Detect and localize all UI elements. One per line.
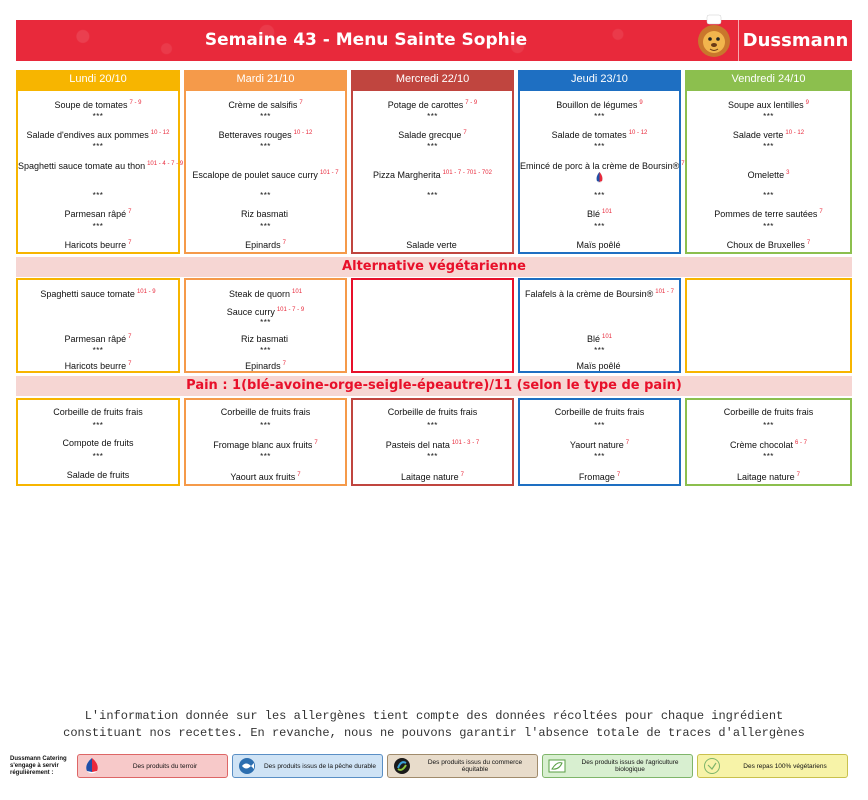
veg-menu-thursday [518, 278, 681, 373]
separator: *** [260, 318, 271, 327]
separator: *** [260, 452, 271, 461]
separator: *** [427, 142, 438, 151]
main-menu-monday [16, 89, 184, 254]
separator: *** [594, 191, 605, 200]
veg-menu-monday [16, 278, 180, 373]
fairtrade-icon [393, 757, 411, 775]
menu-item: Haricots beurre $^7$ [64, 240, 132, 250]
french-flag-icon [596, 172, 603, 184]
separator: *** [594, 222, 605, 231]
menu-item: Bouillon de légumes $^9$ [556, 100, 643, 110]
menu-item: Salade verte [406, 240, 457, 250]
separator: *** [427, 421, 438, 430]
menu-item: Pasteis del nata $^{101 - 3 - 7}$ [385, 440, 480, 450]
menu-item: Omelette $^3$ [747, 170, 790, 180]
french-flag-icon [83, 757, 101, 775]
commitment-label: Dussmann Catering s'engage à servir régulièrement : [10, 756, 67, 776]
menu-item: Soupe aux lentilles $^9$ [728, 100, 809, 110]
menu-item: Spaghetti sauce tomate au thon $^{101 - 4 - 7 - 9}$ [18, 161, 184, 171]
menu-item: Epinards $^7$ [245, 240, 286, 250]
separator: *** [594, 421, 605, 430]
menu-item: Fromage $^7$ [578, 472, 621, 482]
separator: *** [763, 191, 774, 200]
dessert-menu-friday [685, 398, 852, 486]
menu-item: Riz basmati [240, 334, 288, 344]
veg-menu-wednesday [351, 278, 514, 373]
menu-item: Salade grecque $^7$ [398, 130, 467, 140]
separator: *** [427, 112, 438, 121]
main-menu-wednesday [351, 89, 514, 254]
badge-peche-durable [232, 754, 383, 778]
menu-item: Emincé de porc à la crème de Boursin® $^7$ [520, 159, 679, 184]
brand-logo: Dussmann [738, 20, 852, 61]
menu-item: Salade de fruits [66, 470, 130, 480]
badge-terroir [77, 754, 228, 778]
menu-item: Salade verte $^{10 - 12}$ [732, 130, 805, 140]
dessert-menu-thursday [518, 398, 681, 486]
dessert-menu-wednesday [351, 398, 514, 486]
separator: *** [260, 346, 271, 355]
menu-item: Corbeille de fruits frais [387, 407, 478, 417]
page-title: Semaine 43 - Menu Sainte Sophie [204, 30, 528, 50]
separator: *** [92, 346, 104, 355]
badge-commerce-equitable [387, 754, 538, 778]
separator: *** [763, 421, 774, 430]
lion-mascot-icon [696, 14, 732, 60]
menu-item: Soupe de tomates $^{7 - 9}$ [54, 100, 142, 110]
main-menu-tuesday [184, 89, 347, 254]
menu-item: Blé $^{101}$ [586, 209, 613, 219]
menu-item: Compote de fruits [62, 438, 134, 448]
separator: *** [594, 346, 605, 355]
separator: *** [594, 452, 605, 461]
bread-allergen-title: Pain : 1(blé-avoine-orge-seigle-épeautre)/11 (selon le type de pain) [16, 376, 852, 396]
menu-item: Maïs poêlé [576, 240, 621, 250]
menu-item: Crème chocolat $^{6 - 7}$ [729, 440, 808, 450]
menu-item: Parmesan râpé $^7$ [64, 334, 132, 344]
separator: *** [763, 452, 774, 461]
menu-item: Escalope de poulet sauce curry $^{101 - 7}$ [192, 170, 339, 180]
menu-item: Haricots beurre $^7$ [64, 361, 132, 371]
bio-leaf-icon [548, 757, 566, 775]
day-header-wednesday: Mercredi 22/10 [351, 70, 514, 89]
menu-item: Epinards $^7$ [245, 361, 286, 371]
separator: *** [594, 112, 605, 121]
separator: *** [427, 191, 438, 200]
badge-label: Des produits issus de l'agriculture biologique [581, 759, 679, 773]
menu-item: Crème de salsifis $^7$ [228, 100, 303, 110]
menu-item: Choux de Bruxelles $^7$ [726, 240, 811, 250]
menu-header [16, 20, 852, 61]
separator: *** [92, 142, 104, 151]
separator: *** [92, 452, 104, 461]
menu-item: Salade d'endives aux pommes $^{10 - 12}$ [26, 130, 170, 140]
veggie-icon [703, 757, 721, 775]
menu-item: Potage de carottes $^{7 - 9}$ [387, 100, 478, 110]
badge-label: Des produits issus de la pêche durable [263, 762, 376, 770]
disclaimer-line: L'information donnée sur les allergènes tient compte des données récoltées pour chaque ingrédient [84, 709, 784, 723]
badge-label: Des produits du terroir [132, 762, 198, 770]
menu-item: Blé $^{101}$ [586, 334, 613, 344]
badge-label: Des repas 100% végétariens [743, 762, 827, 770]
day-header-tuesday: Mardi 21/10 [184, 70, 347, 89]
menu-item: Steak de quorn $^{101}$ [228, 289, 303, 299]
menu-item: Spaghetti sauce tomate $^{101 - 9}$ [40, 289, 156, 299]
menu-item: Corbeille de fruits frais [723, 407, 814, 417]
menu-item: Falafels à la crème de Boursin® $^{101 - 7}$ [525, 289, 674, 299]
menu-item: Corbeille de fruits frais [554, 407, 645, 417]
badge-label: Des produits issus du commerce équitable [427, 759, 523, 773]
separator: *** [260, 222, 271, 231]
day-header-friday: Vendredi 24/10 [685, 70, 852, 89]
day-header-monday: Lundi 20/10 [16, 70, 180, 89]
allergen-disclaimer [16, 708, 852, 742]
separator: *** [594, 142, 605, 151]
separator: *** [92, 222, 104, 231]
veg-menu-friday [685, 278, 852, 373]
separator: *** [260, 191, 271, 200]
separator: *** [260, 112, 271, 121]
menu-item: Laitage nature $^7$ [401, 472, 464, 482]
separator: *** [763, 142, 774, 151]
badge-vegetarien [697, 754, 848, 778]
separator: *** [260, 142, 271, 151]
menu-item: Corbeille de fruits frais [53, 407, 143, 417]
fish-icon [238, 757, 256, 775]
menu-item: Fromage blanc aux fruits $^7$ [213, 440, 318, 450]
menu-item: Betteraves rouges $^{10 - 12}$ [218, 130, 313, 140]
menu-item: Salade de tomates $^{10 - 12}$ [551, 130, 648, 140]
menu-item: Maïs poêlé [576, 361, 621, 371]
menu-item: Riz basmati [240, 209, 288, 219]
separator: *** [763, 112, 774, 121]
veg-menu-tuesday [184, 278, 347, 373]
menu-item: Yaourt aux fruits $^7$ [230, 472, 301, 482]
separator: *** [260, 421, 271, 430]
menu-item: Yaourt nature $^7$ [569, 440, 630, 450]
main-menu-friday [685, 89, 852, 254]
badge-agriculture-bio [542, 754, 693, 778]
separator: *** [92, 112, 104, 121]
menu-item: Corbeille de fruits frais [220, 407, 311, 417]
dessert-menu-monday [16, 398, 180, 486]
day-header-thursday: Jeudi 23/10 [518, 70, 681, 89]
menu-item: Parmesan râpé $^7$ [64, 209, 132, 219]
separator: *** [92, 421, 104, 430]
dessert-menu-tuesday [184, 398, 347, 486]
vegetarian-section-title: Alternative végétarienne [16, 257, 852, 277]
menu-item: Laitage nature $^7$ [737, 472, 800, 482]
disclaimer-line: constituant nos recettes. En revanche, nous ne pouvons garantir l'absence totale de traces d'allergènes [63, 726, 805, 740]
main-menu-thursday [518, 89, 685, 254]
menu-item: Pommes de terre sautées $^7$ [714, 209, 823, 219]
separator: *** [427, 452, 438, 461]
menu-item: Pizza Margherita $^{101 - 7 - 701 - 702}$ [373, 170, 492, 180]
separator: *** [92, 191, 104, 200]
menu-item: Sauce curry $^{101 - 7 - 9}$ [226, 307, 305, 317]
separator: *** [763, 222, 774, 231]
